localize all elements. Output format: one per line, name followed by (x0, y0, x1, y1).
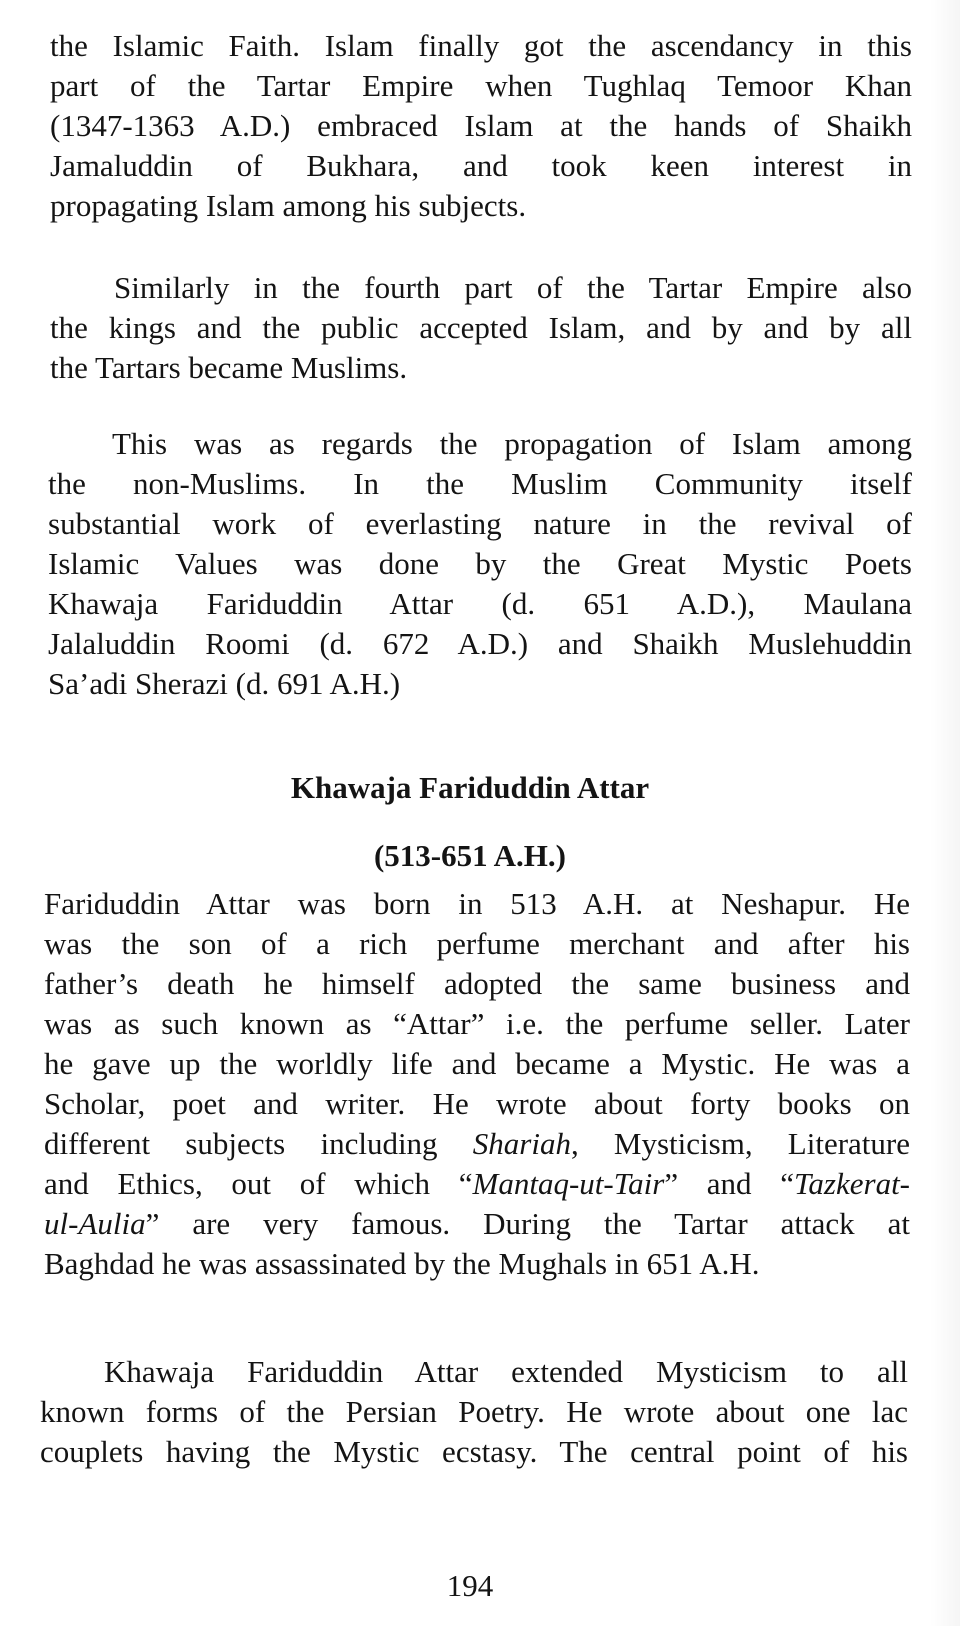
text-run: ” and “ (664, 1166, 795, 1201)
text-line (44, 1164, 910, 1204)
section-dates: (513-651 A.H.) (373, 838, 566, 873)
text-line: propagating Islam among his subjects. (50, 188, 527, 223)
text-line: substantial work of everlasting nature in the revival of (48, 506, 912, 541)
text-line (44, 1124, 910, 1164)
text-line: Islamic Values was done by the Great Mystic Poets (48, 546, 912, 581)
text-line: Sa’adi Sherazi (d. 691 A.H.) (48, 666, 401, 701)
paragraph-mystic-poets (48, 424, 912, 704)
text-line: was the son of a rich perfume merchant and after his (44, 926, 910, 961)
text-line: the non-Muslims. In the Muslim Community itself (48, 466, 912, 501)
text-line: This was as regards the propagation of Islam among (112, 426, 912, 461)
scan-shadow (930, 0, 960, 1626)
text-line: Similarly in the fourth part of the Tartar Empire also (114, 270, 912, 305)
text-run: , Mysticism, Literature (570, 1126, 911, 1161)
text-run: ” are very famous. During the Tartar attack at (145, 1206, 910, 1241)
text-run: and Ethics, out of which “ (44, 1166, 473, 1201)
text-line: known forms of the Persian Poetry. He wrote about one lac (40, 1394, 908, 1429)
text-line: Jamaluddin of Bukhara, and took keen interest in (50, 148, 912, 183)
paragraph-fourth-part (50, 268, 912, 388)
text-line: part of the Tartar Empire when Tughlaq Temoor Khan (50, 68, 912, 103)
text-line: (1347-1363 A.D.) embraced Islam at the hands of Shaikh (50, 108, 912, 143)
page-number: 194 (446, 1568, 494, 1603)
text-line: the Tartars became Muslims. (50, 350, 408, 385)
text-line: Fariduddin Attar was born in 513 A.H. at Neshapur. He (44, 886, 910, 921)
italic-title-tazkerat: Tazkerat- (794, 1166, 911, 1201)
text-line: Baghdad he was assassinated by the Mughals in 651 A.H. (44, 1246, 760, 1281)
section-heading: Khawaja Fariduddin Attar (290, 770, 650, 805)
text-line (44, 1204, 910, 1244)
text-line: Khawaja Fariduddin Attar extended Mysticism to all (104, 1354, 908, 1389)
italic-title-mantaq: Mantaq-ut-Tair (472, 1166, 665, 1201)
text-line: the kings and the public accepted Islam, and by and by all (50, 310, 912, 345)
paragraph-attar-biography (44, 884, 910, 1284)
paragraph-persian-poetry (40, 1352, 908, 1472)
text-run: different subjects including (44, 1126, 473, 1161)
text-line: was as such known as “Attar” i.e. the perfume seller. Later (44, 1006, 910, 1041)
text-line: father’s death he himself adopted the same business and (44, 966, 910, 1001)
text-line: he gave up the worldly life and became a Mystic. He was a (44, 1046, 910, 1081)
text-line: couplets having the Mystic ecstasy. The central point of his (40, 1434, 908, 1469)
text-line: Jalaluddin Roomi (d. 672 A.D.) and Shaikh Muslehuddin (48, 626, 912, 661)
text-line: the Islamic Faith. Islam finally got the ascendancy in this (50, 28, 912, 63)
italic-term-shariah: Shariah (472, 1126, 571, 1161)
italic-title-aulia: ul-Aulia (44, 1206, 146, 1241)
paragraph-tartar-empire (50, 26, 912, 226)
text-line: Scholar, poet and writer. He wrote about forty books on (44, 1086, 910, 1121)
text-line: Khawaja Fariduddin Attar (d. 651 A.D.), Maulana (48, 586, 912, 621)
